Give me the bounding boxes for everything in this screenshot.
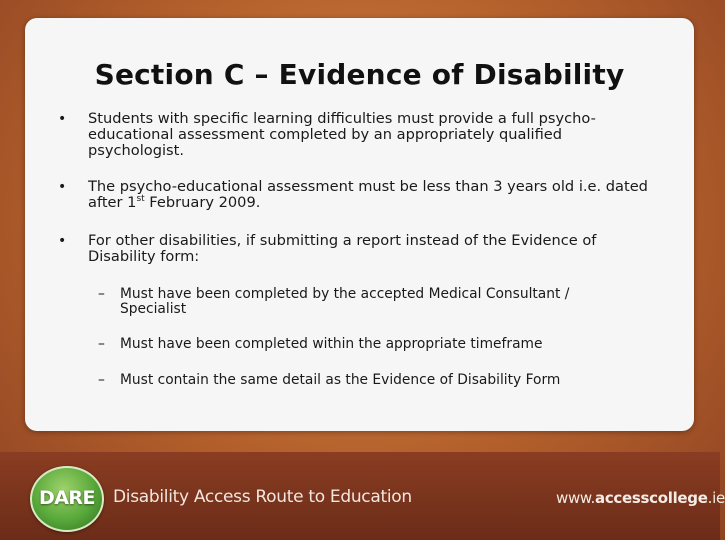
bullet-marker: • — [58, 233, 67, 249]
dare-logo — [30, 466, 104, 532]
sub-bullet-marker: – — [98, 286, 105, 302]
website-link[interactable] — [556, 489, 725, 507]
slide-title: Section C – Evidence of Disability — [94, 58, 625, 91]
sub-bullet-text: Must have been completed within the appropriate timeframe — [120, 336, 543, 352]
ordinal-suffix: st — [136, 194, 145, 205]
bullet-marker: • — [58, 179, 67, 195]
dare-logo-text: DARE — [38, 487, 96, 509]
url-domain: accesscollege — [595, 489, 708, 507]
bullet-marker: • — [58, 111, 67, 127]
bullet-text-start: The psycho-educational assessment must be less than 3 years old i.e. dated after 1 — [88, 178, 648, 211]
sub-bullet-text: Must contain the same detail as the Evidence of Disability Form — [120, 372, 561, 388]
url-suffix: .ie — [707, 489, 725, 507]
sub-bullet-marker: – — [98, 372, 105, 388]
footer-tagline: Disability Access Route to Education — [113, 487, 412, 507]
content-card — [25, 18, 694, 431]
bullet-text-end: February 2009. — [144, 194, 261, 211]
bullet-text: For other disabilities, if submitting a report instead of the Evidence of Disability form: — [88, 232, 597, 265]
bullet-text: Students with specific learning difficulties must provide a full psycho-educational assessment completed by an appropriately qualified psychologist. — [88, 110, 596, 159]
url-prefix: www. — [556, 489, 595, 507]
sub-bullet-text: Must have been completed by the accepted Medical Consultant / Specialist — [120, 286, 570, 317]
sub-bullet-marker: – — [98, 336, 105, 352]
bullet-text — [88, 179, 658, 211]
